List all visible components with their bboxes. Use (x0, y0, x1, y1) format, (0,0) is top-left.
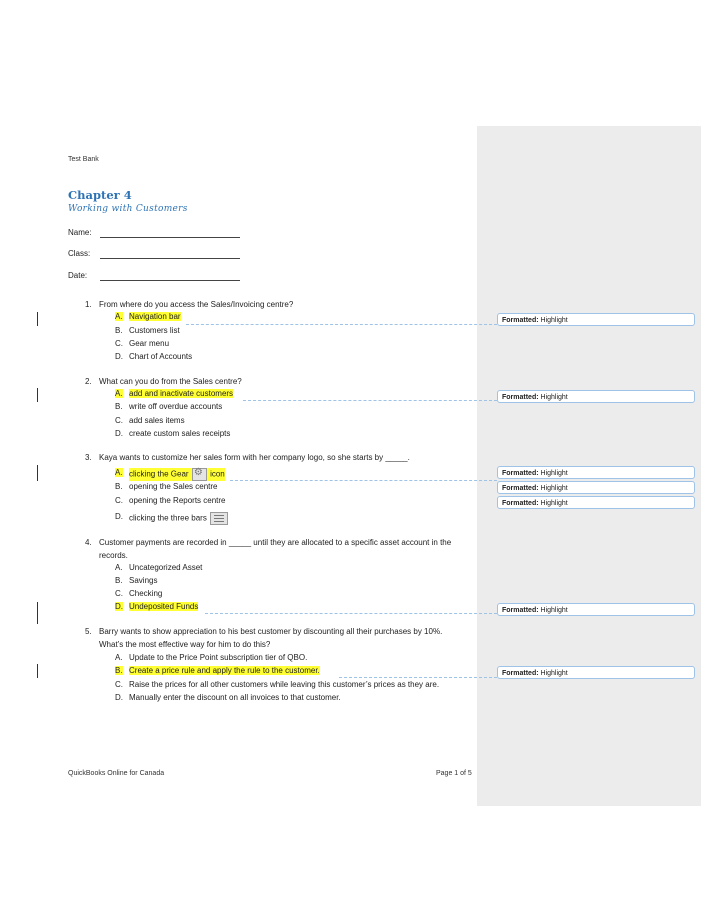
comment-label: Formatted: (502, 607, 539, 614)
comment-bubble[interactable] (497, 390, 695, 403)
option-text: opening the Sales centre (129, 482, 218, 491)
comment-label: Formatted: (502, 317, 539, 324)
comment-bubble[interactable] (497, 313, 695, 326)
question-number: 5. (85, 627, 92, 636)
option-text: opening the Reports centre (129, 496, 226, 505)
comment-value: Highlight (540, 394, 568, 401)
option-text: Raise the prices for all other customers while leaving this customer’s prices as they are. (129, 680, 440, 689)
comment-label: Formatted: (502, 485, 539, 492)
date-label: Date: (68, 271, 88, 280)
option-text: create custom sales receipts (129, 429, 231, 438)
comment-bubble[interactable] (497, 666, 695, 679)
question-text: Barry wants to show appreciation to his best customer by discounting all their purchases by 10%. What’s the most effective way for him to do this? (99, 627, 443, 649)
option-text: Update to the Price Point subscription tier of QBO. (129, 653, 308, 662)
question-text: Customer payments are recorded in _____ until they are allocated to a specific asset account in the records. (99, 538, 452, 560)
comment-connector (339, 677, 497, 678)
comment-connector (205, 613, 497, 614)
name-label: Name: (68, 228, 92, 237)
option-text: Savings (129, 576, 158, 585)
chapter-title: Chapter 4 (68, 188, 132, 202)
option-text: clicking the three bars (129, 513, 207, 523)
option-letter: C. (115, 416, 123, 425)
option-letter: C. (115, 589, 123, 598)
date-blank-line[interactable] (100, 280, 240, 281)
comment-value: Highlight (540, 607, 568, 614)
comment-bubble[interactable] (497, 603, 695, 616)
comment-value: Highlight (540, 500, 568, 507)
option-text: Customers list (129, 326, 180, 335)
question-text: What can you do from the Sales centre? (99, 377, 242, 386)
footer-title: QuickBooks Online for Canada (68, 770, 165, 777)
option-text: Uncategorized Asset (129, 563, 203, 572)
page-number: Page 1 of 5 (436, 770, 472, 777)
question-number: 2. (85, 377, 92, 386)
option-letter: B. (115, 402, 123, 411)
comment-value: Highlight (540, 470, 568, 477)
option-letter: D. (115, 693, 123, 702)
option-letter: B. (115, 326, 123, 335)
question-number: 4. (85, 538, 92, 547)
option-letter: A. (115, 563, 123, 572)
option-text: write off overdue accounts (129, 402, 223, 411)
option-text: Manually enter the discount on all invoices to that customer. (129, 693, 341, 702)
comment-label: Formatted: (502, 670, 539, 677)
comment-label: Formatted: (502, 500, 539, 507)
option-text: add sales items (129, 416, 185, 425)
question-text: From where do you access the Sales/Invoicing centre? (99, 300, 294, 309)
comment-bubble[interactable] (497, 466, 695, 479)
comment-connector (243, 400, 497, 401)
option-letter: B. (115, 576, 123, 585)
class-label: Class: (68, 249, 91, 258)
comment-bubble[interactable] (497, 481, 695, 494)
option-text: Undeposited Funds (129, 602, 199, 611)
option-letter: C. (115, 339, 123, 348)
option-text: add and inactivate customers (129, 389, 234, 398)
comment-label: Formatted: (502, 394, 539, 401)
comment-value: Highlight (540, 670, 568, 677)
chapter-subtitle: Working with Customers (68, 204, 188, 214)
name-blank-line[interactable] (100, 237, 240, 238)
option-text: Gear menu (129, 339, 170, 348)
comment-connector (186, 324, 497, 325)
page-header: Test Bank (68, 156, 99, 163)
option-letter: D. (115, 429, 123, 438)
change-bar (37, 664, 38, 678)
comment-value: Highlight (540, 485, 568, 492)
option-letter: B. (115, 482, 123, 491)
hamburger-menu-icon (210, 512, 228, 525)
change-bar (37, 602, 38, 624)
comment-connector (230, 480, 497, 481)
option-letter: D. (115, 352, 123, 361)
option-letter: A. (115, 389, 123, 398)
change-bar (37, 312, 38, 326)
option-letter: A. (115, 312, 123, 321)
change-bar (37, 465, 38, 481)
option-text: Navigation bar (129, 312, 181, 321)
change-bar (37, 388, 38, 402)
option-letter: B. (115, 666, 123, 675)
option-letter: C. (115, 680, 123, 689)
option-letter: A. (115, 468, 123, 477)
question-number: 3. (85, 453, 92, 462)
option-text: clicking the Gear (129, 469, 189, 479)
option-text-after: icon (210, 469, 225, 479)
class-blank-line[interactable] (100, 258, 240, 259)
option-letter: C. (115, 496, 123, 505)
date-field (68, 271, 87, 280)
option-letter: A. (115, 653, 123, 662)
comment-label: Formatted: (502, 470, 539, 477)
comment-value: Highlight (540, 317, 568, 324)
option-letter: D. (115, 602, 123, 611)
question-number: 1. (85, 300, 92, 309)
name-field (68, 228, 92, 237)
gear-icon (192, 468, 207, 481)
class-field (68, 249, 90, 258)
option-text: Checking (129, 589, 163, 598)
comment-bubble[interactable] (497, 496, 695, 509)
option-text: Create a price rule and apply the rule to the customer. (129, 666, 320, 675)
question-text: Kaya wants to customize her sales form with her company logo, so she starts by _____. (99, 453, 410, 462)
option-text: Chart of Accounts (129, 352, 193, 361)
option-letter: D. (115, 512, 123, 521)
